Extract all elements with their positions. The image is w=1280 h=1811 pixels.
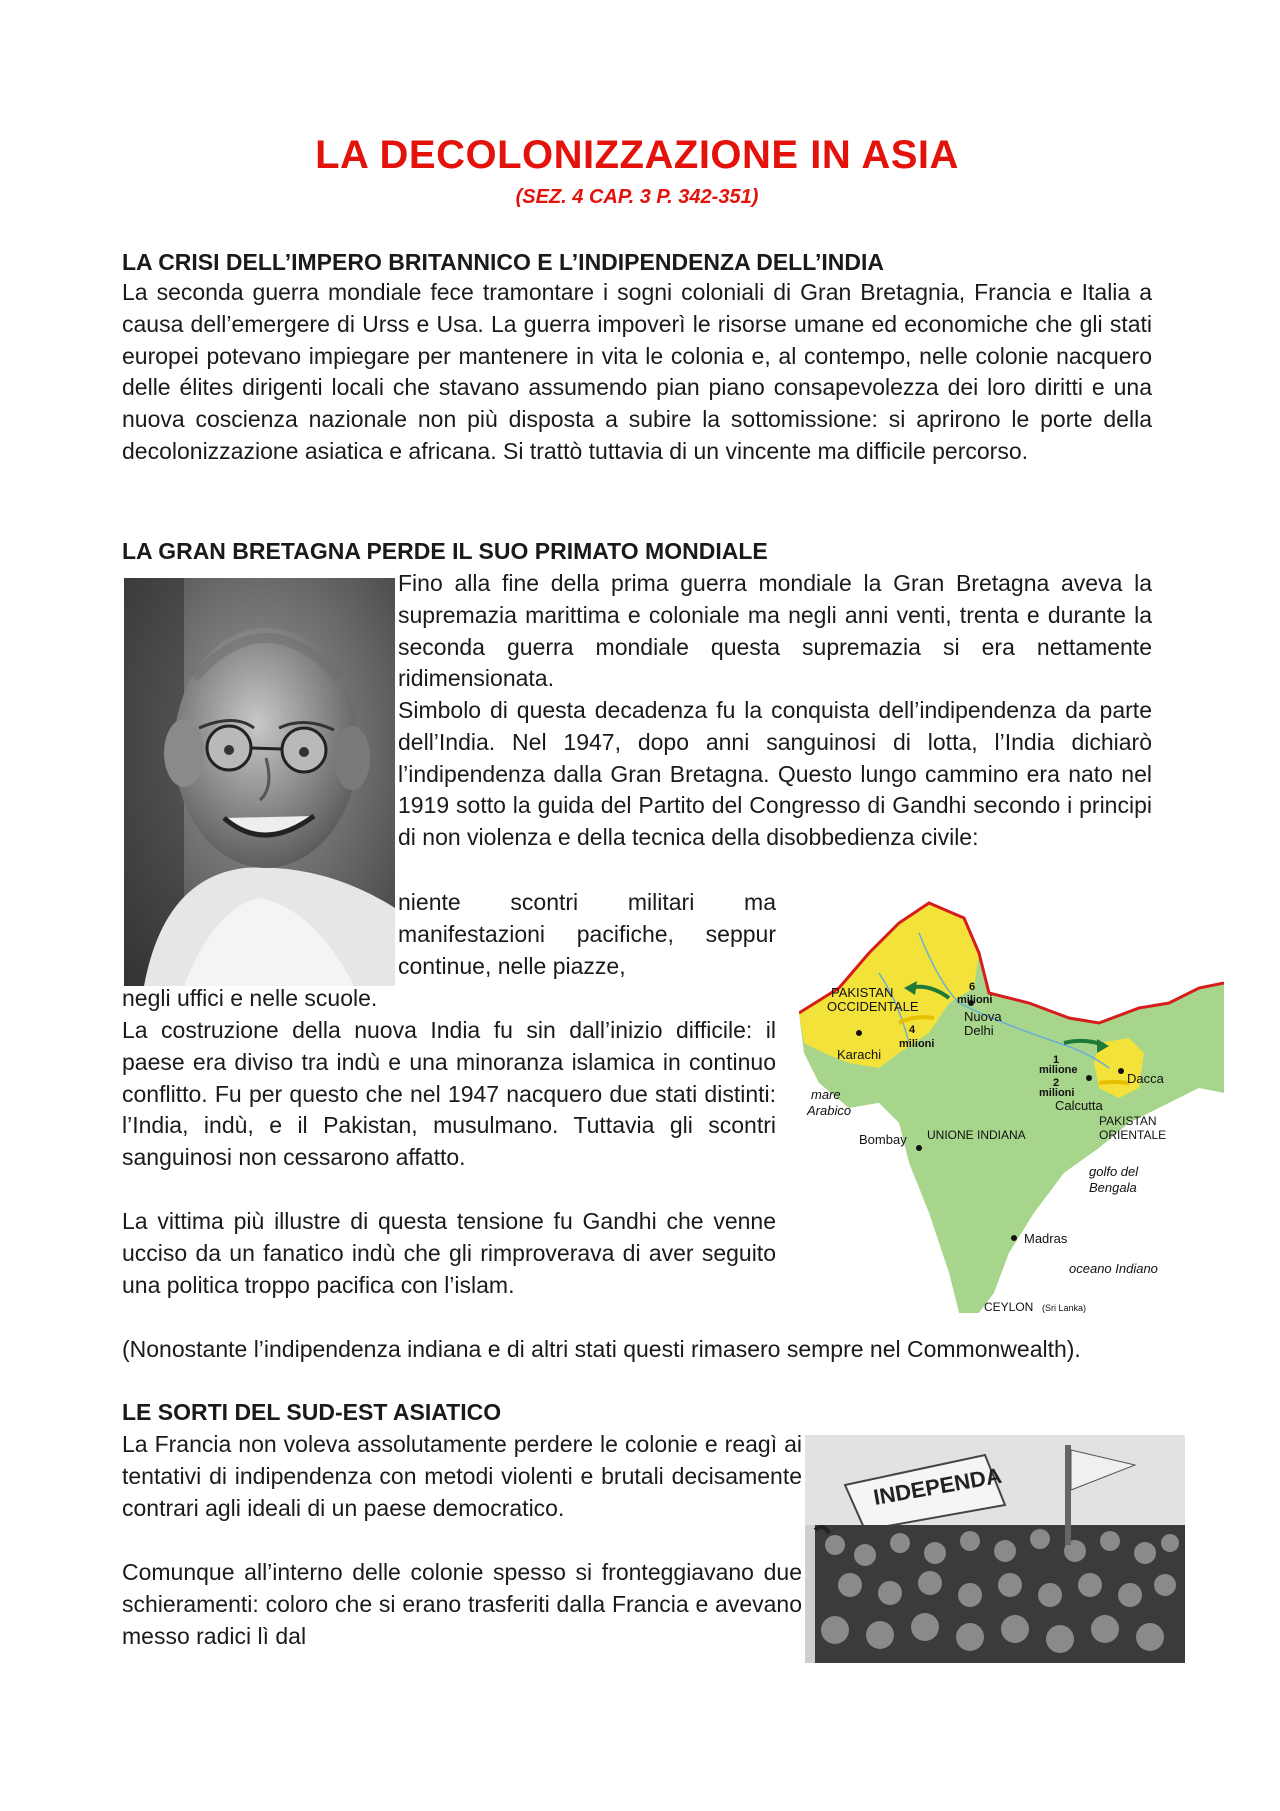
map-label-pak-w2: OCCIDENTALE [827,999,919,1014]
primato-p3: La costruzione della nuova India fu sin dall’inizio difficile: il paese era diviso tra indù e una minoranza islamica in continuo conflitto. Fu per questo che nel 1947 nacquero due stati distinti: l’India, indù, e il Pakistan, musulmano. Tuttavia gli scontri sanguinosi non cessarono affatto. [122,1017,776,1171]
map-label-karachi: Karachi [837,1047,882,1062]
gandhi-photo [124,578,395,986]
map-label-oceano: oceano Indiano [1069,1261,1158,1276]
page-subtitle: (SEZ. 4 CAP. 3 P. 342-351) [515,186,759,208]
map-label-pak-e: PAKISTAN [1099,1114,1157,1128]
primato-p2c: negli uffici e nelle scuole. [122,985,378,1011]
map-label-golfo: golfo del [1089,1164,1139,1179]
primato-p4: La vittima più illustre di questa tensione fu Gandhi che venne ucciso da un fanatico indù che gli rimproverava di aver seguito una politica troppo pacifica con l’islam. [122,1208,776,1298]
map-label-m2b: milioni [1039,1087,1075,1099]
map-label-mare: mare [811,1087,841,1102]
map-label-madras: Madras [1024,1231,1068,1246]
section-heading-primato: LA GRAN BRETAGNA PERDE IL SUO PRIMATO MONDIALE [122,538,768,564]
primato-p2b: niente scontri militari ma manifestazioni pacifiche, seppur continue, nelle piazze, [398,889,776,979]
map-label-bengala: Bengala [1089,1180,1137,1195]
map-label-bombay: Bombay [859,1132,907,1147]
sudest-p1: La Francia non voleva assolutamente perdere le colonie e reagì ai tentativi di indipendenza con metodi violenti e brutali decisamente contrari agli ideali di un paese democratico. [122,1431,802,1521]
map-label-arabico: Arabico [807,1103,852,1118]
section-body-crisi: La seconda guerra mondiale fece tramontare i sogni coloniali di Gran Bretagnia, Francia e Italia a causa dell’emergere di Urss e Usa. La guerra impoverì le risorse umane ed economiche che gli stati europei potevano impiegare per mantenere in vita le colonia e, al contempo, nelle colonie nacquero delle élites dirigenti locali che stavano assumendo pian piano consapevolezza dei loro diritti e una nuova coscienza nazionale non più disposta a subire la sottomissione: si aprirono le porte della decolonizzazione asiatica e africana. Si trattò tuttavia di un vincente ma difficile percorso. [122,279,1152,464]
map-label-m1b: milione [1039,1064,1078,1076]
independence-crowd-photo [805,1435,1185,1663]
map-label-m2: 2 [1053,1077,1060,1089]
map-label-pak-e2: ORIENTALE [1099,1128,1167,1142]
map-label-srilanka: (Sri Lanka) [1042,1303,1087,1313]
map-label-m6: 6 [969,981,976,993]
partition-map [799,893,1224,1313]
map-label-m4b: milioni [899,1038,935,1050]
section-heading-sudest: LE SORTI DEL SUD-EST ASIATICO [122,1399,502,1425]
map-label-delhi: Delhi [964,1023,994,1038]
map-label-m1: 1 [1053,1054,1060,1066]
map-label-dacca: Dacca [1127,1071,1164,1086]
primato-p1: Fino alla fine della prima guerra mondiale la Gran Bretagna aveva la supremazia marittima e coloniale ma negli anni venti, trenta e durante la seconda guerra mondiale questa supremazia si era nettamente ridimensionata. [398,570,1152,692]
primato-p5: (Nonostante l’indipendenza indiana e di altri stati questi rimasero sempre nel Commonwealth). [122,1336,1081,1362]
map-label-ceylon: CEYLON [984,1300,1034,1313]
banner-text: INDEPENDA [871,1462,1004,1510]
map-label-pak-w: PAKISTAN [831,985,894,1000]
section-heading-crisi: LA CRISI DELL’IMPERO BRITANNICO E L’INDIPENDENZA DELL’INDIA [122,249,885,275]
map-label-calcutta: Calcutta [1055,1098,1103,1113]
primato-p2a: Simbolo di questa decadenza fu la conquista dell’indipendenza da parte dell’India. Nel 1947, dopo anni sanguinosi di lotta, l’India dichiarò l’indipendenza dalla Gran Bretagna. Questo lungo cammino era nato nel 1919 sotto la guida del Partito del Congresso di Gandhi secondo i principi di non violenza e della tecnica della disobbedienza civile: [398,697,1152,851]
page-title: LA DECOLONIZZAZIONE IN ASIA [315,133,959,177]
map-label-m4: 4 [909,1024,916,1036]
map-label-m6b: milioni [957,994,993,1006]
map-label-unione: UNIONE INDIANA [927,1128,1026,1142]
map-label-nuova: Nuova [964,1009,1002,1024]
sudest-p2: Comunque all’interno delle colonie spesso si fronteggiavano due schieramenti: coloro che si erano trasferiti dalla Francia e avevano messo radici lì dal [122,1559,802,1649]
